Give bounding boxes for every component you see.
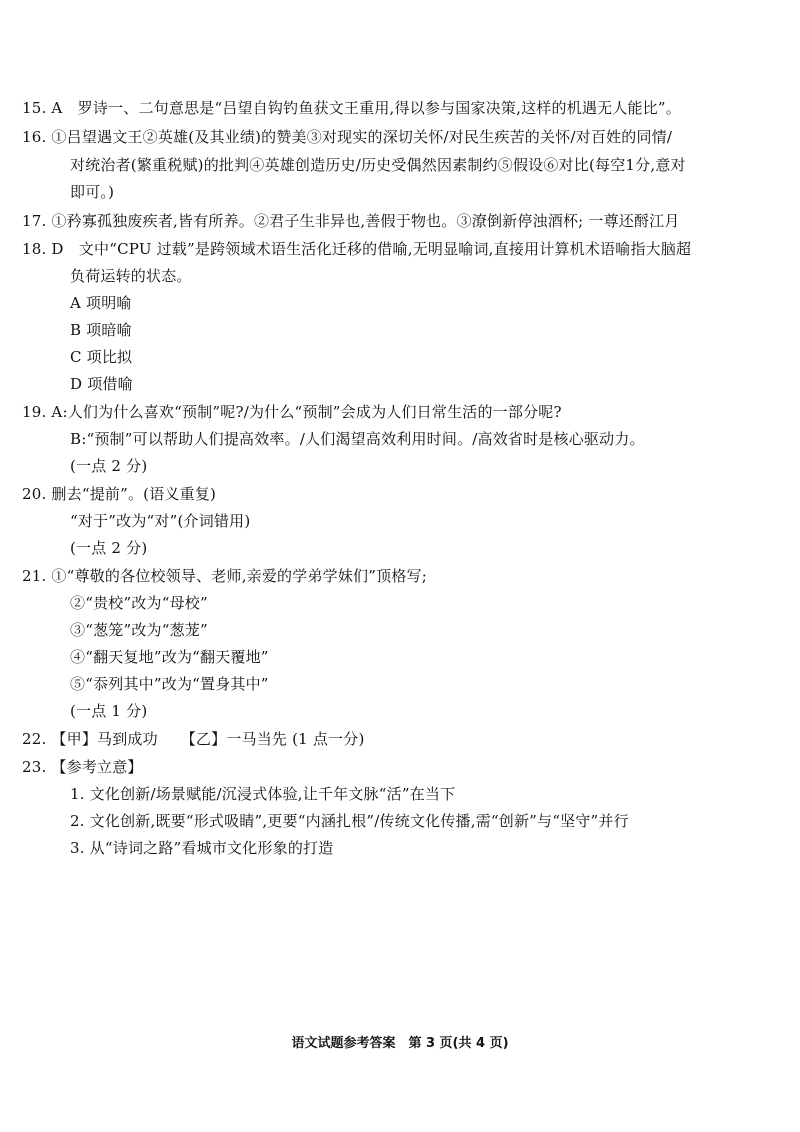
answer-21-item-3: ③“葱笼”改为“葱茏” [70, 621, 208, 639]
answer-23-heading: 23. 【参考立意】 [22, 758, 143, 776]
answer-15: 15. A 罗诗一、二句意思是“吕望自钩钓鱼获文王重用,得以参与国家决策,这样的机遇无人能比”。 [22, 99, 681, 117]
answer-20-line-2: “对于”改为“对”(介词错用) [70, 512, 251, 530]
answer-17: 17. ①矜寡孤独废疾者,皆有所养。②君子生非异也,善假于物也。③潦倒新停浊酒杯; 一尊还酹江月 [22, 212, 680, 230]
answer-18-option-d: D 项借喻 [70, 375, 133, 393]
answer-23-idea-1: 1. 文化创新/场景赋能/沉浸式体验,让千年文脉“活”在当下 [70, 785, 456, 803]
answer-16-line-3: 即可。) [70, 183, 115, 201]
answer-23-idea-3: 3. 从“诗词之路”看城市文化形象的打造 [70, 839, 334, 857]
answer-18-line-1: 18. D 文中“CPU 过载”是跨领域术语生活化迁移的借喻,无明显喻词,直接用计算机术语喻指大脑超 [22, 240, 692, 258]
answer-22: 22. 【甲】马到成功 【乙】一马当先 (1 点一分) [22, 730, 365, 748]
answer-21-item-1: 21. ①“尊敬的各位校领导、老师,亲爱的学弟学妹们”顶格写; [22, 567, 427, 585]
answer-21-item-5: ⑤“忝列其中”改为“置身其中” [70, 675, 269, 693]
answer-19-score: (一点 2 分) [70, 457, 148, 475]
answer-18-option-a: A 项明喻 [70, 294, 132, 312]
answer-23-idea-2: 2. 文化创新,既要“形式吸睛”,更要“内涵扎根”/传统文化传播,需“创新”与“坚守”并行 [70, 812, 629, 830]
page-footer: 语文试题参考答案 第 3 页(共 4 页) [291, 1036, 509, 1051]
answer-21-item-4: ④“翻天复地”改为“翻天覆地” [70, 648, 269, 666]
answer-19-b: B:“预制”可以帮助人们提高效率。/人们渴望高效利用时间。/高效省时是核心驱动力。 [70, 430, 645, 448]
answer-20-line-1: 20. 删去“提前”。(语义重复) [22, 485, 217, 503]
answer-21-score: (一点 1 分) [70, 702, 148, 720]
answer-18-line-2: 负荷运转的状态。 [70, 267, 192, 285]
answer-16-line-2: 对统治者(繁重税赋)的批判④英雄创造历史/历史受偶然因素制约⑤假设⑥对比(每空1分,意对 [70, 156, 686, 174]
answer-18-option-c: C 项比拟 [70, 348, 133, 366]
answer-16-line-1: 16. ①吕望遇文王②英雄(及其业绩)的赞美③对现实的深切关怀/对民生疾苦的关怀/对百姓的同情/ [22, 128, 673, 146]
answer-18-option-b: B 项暗喻 [70, 321, 132, 339]
answer-19-a: 19. A:人们为什么喜欢“预制”呢?/为什么“预制”会成为人们日常生活的一部分呢? [22, 403, 562, 421]
answer-21-item-2: ②“贵校”改为“母校” [70, 594, 208, 612]
answer-20-score: (一点 2 分) [70, 539, 148, 557]
